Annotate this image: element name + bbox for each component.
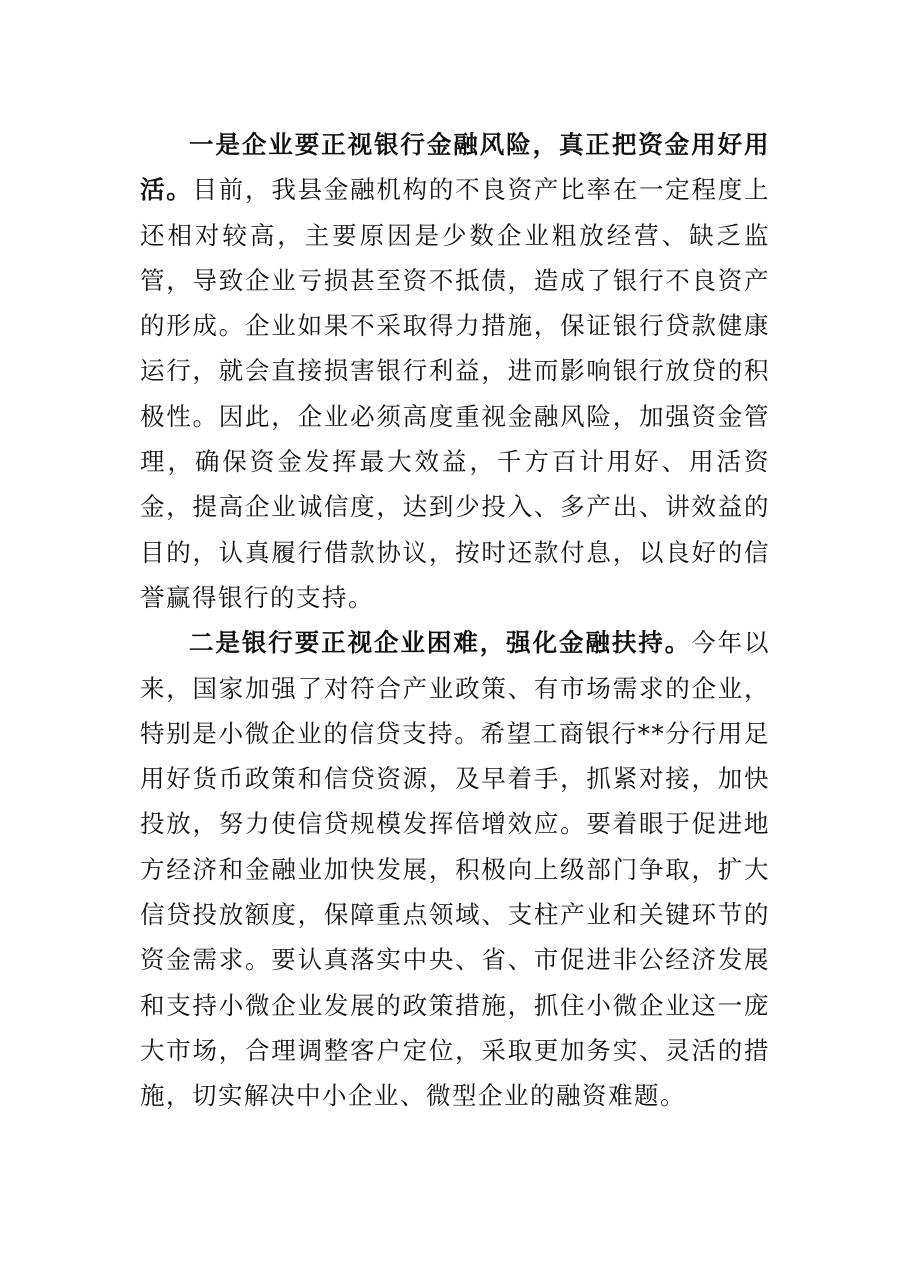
paragraph-bank-support [140, 620, 770, 1118]
paragraph-heading: 一是企业要正视银行金融风险，真正把资金用好用活。 [140, 130, 770, 205]
document-body [140, 122, 770, 1119]
paragraph-heading: 二是银行要正视企业困难，强化金融扶持。 [189, 628, 692, 658]
paragraph-enterprise-risk [140, 122, 770, 620]
paragraph-text: 今年以来，国家加强了对符合产业政策、有市场需求的企业，特别是小微企业的信贷支持。希望工商银行**分行用足用好货币政策和信贷资源，及早着手，抓紧对接，加快投放，努力使信贷规模发挥倍增效应。要着眼于促进地方经济和金融业加快发展，积极向上级部门争取，扩大信贷投放额度，保障重点领域、支柱产业和关键环节的资金需求。要认真落实中央、省、市促进非公经济发展和支持小微企业发展的政策措施，抓住小微企业这一庞大市场，合理调整客户定位，采取更加务实、灵活的措施，切实解决中小企业、微型企业的融资难题。 [140, 628, 770, 1111]
paragraph-text: 目前，我县金融机构的不良资产比率在一定程度上还相对较高，主要原因是少数企业粗放经营、缺乏监管，导致企业亏损甚至资不抵债，造成了银行不良资产的形成。企业如果不采取得力措施，保证银行贷款健康运行，就会直接损害银行利益，进而影响银行放贷的积极性。因此，企业必须高度重视金融风险，加强资金管理，确保资金发挥最大效益，千方百计用好、用活资金，提高企业诚信度，达到少投入、多产出、讲效益的目的，认真履行借款协议，按时还款付息，以良好的信誉赢得银行的支持。 [140, 175, 771, 612]
